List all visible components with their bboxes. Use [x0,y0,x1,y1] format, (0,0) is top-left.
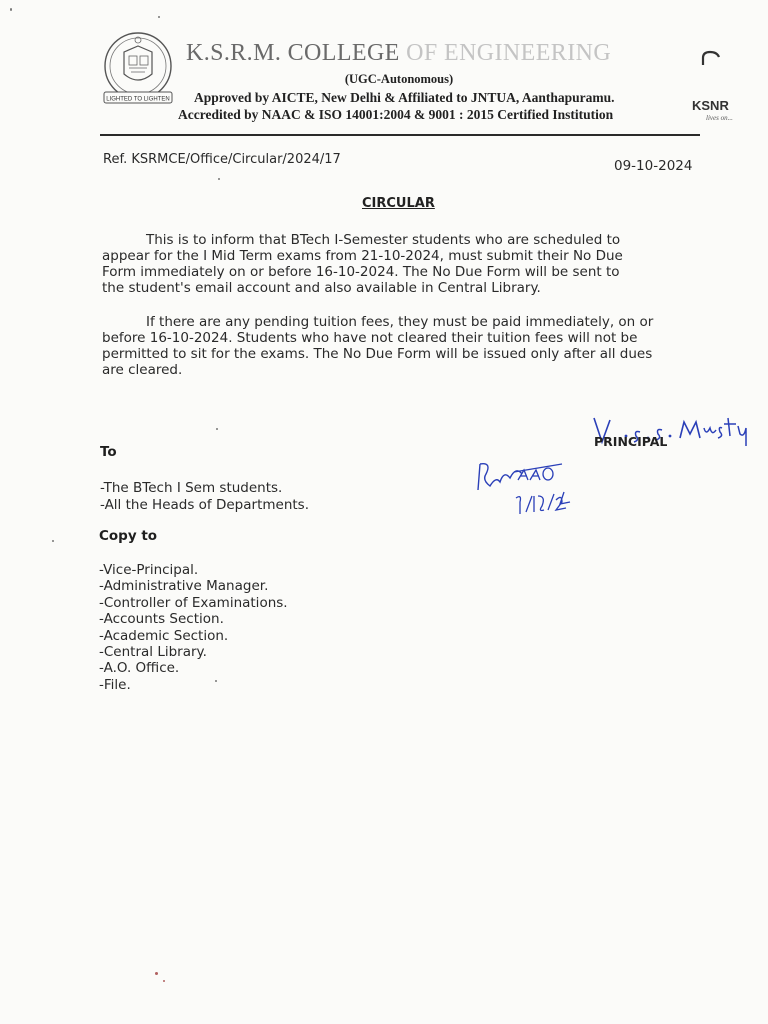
college-name-main: K.S.R.M. COLLEGE [186,40,407,66]
copy-to-item: -A.O. Office. [99,660,180,677]
reference-number: Ref. KSRMCE/Office/Circular/2024/17 [103,152,341,167]
paragraph-2-line: before 16-10-2024. Students who have not cleared their tuition fees will not be [102,330,638,346]
copy-to-item: -File. [99,676,131,693]
ksnr-brand: KSNR [692,98,729,113]
copy-to-heading: Copy to [99,528,158,544]
paragraph-2-line: are cleared. [102,362,183,378]
paragraph-2-line: If there are any pending tuition fees, they must be paid immediately, on or [146,314,654,330]
paragraph-2 [102,314,704,378]
copy-to-item: -Vice-Principal. [99,562,199,578]
autonomous-status: (UGC-Autonomous) [344,72,454,86]
scan-speck [155,972,158,975]
signatory-title: PRINCIPAL [594,434,668,449]
college-name [186,40,611,67]
to-heading: To [100,444,117,460]
ksnr-tagline: lives on... [706,114,733,122]
scan-speck [216,428,218,430]
approval-line: Approved by AICTE, New Delhi & Affiliated to JNTUA, Aanthapuramu. [194,90,615,105]
header-divider [100,134,700,136]
paragraph-1-line: the student's email account and also available in Central Library. [102,280,541,296]
copy-to-item: -Controller of Examinations. [99,594,288,611]
scan-speck [163,980,165,982]
scan-speck [10,8,12,11]
circular-date: 09-10-2024 [614,158,693,174]
paragraph-2-line: permitted to sit for the exams. The No Due Form will be issued only after all dues [102,346,653,362]
copy-to-item: -Central Library. [99,644,207,661]
copy-to-item: -Accounts Section. [99,611,224,628]
document-title: CIRCULAR [362,196,435,211]
scan-speck [52,540,54,542]
paragraph-1 [102,232,704,296]
ksnr-arc-icon [700,50,722,66]
aao-initials-signature [470,456,580,526]
scan-speck [215,680,217,682]
scan-speck [218,178,220,180]
copy-to-item: -Administrative Manager. [99,578,269,595]
to-list [100,480,309,514]
paragraph-1-line: Form immediately on or before 16-10-2024. The No Due Form will be sent to [102,264,620,280]
to-item: -All the Heads of Departments. [100,497,309,513]
copy-to-item: -Academic Section. [99,627,229,644]
paragraph-1-line: This is to inform that BTech I-Semester students who are scheduled to [146,232,621,248]
accreditation-line: Accredited by NAAC & ISO 14001:2004 & 9001 : 2015 Certified Institution [178,107,614,122]
copy-to-list [99,562,288,693]
to-item: -The BTech I Sem students. [100,480,283,496]
logo-motto: LIGHTED TO LIGHTEN [106,96,170,103]
paragraph-1-line: appear for the I Mid Term exams from 21-10-2024, must submit their No Due [102,248,623,264]
scan-speck [158,16,160,18]
college-logo-icon [100,30,176,108]
college-name-faded: OF ENGINEERING [406,40,612,66]
